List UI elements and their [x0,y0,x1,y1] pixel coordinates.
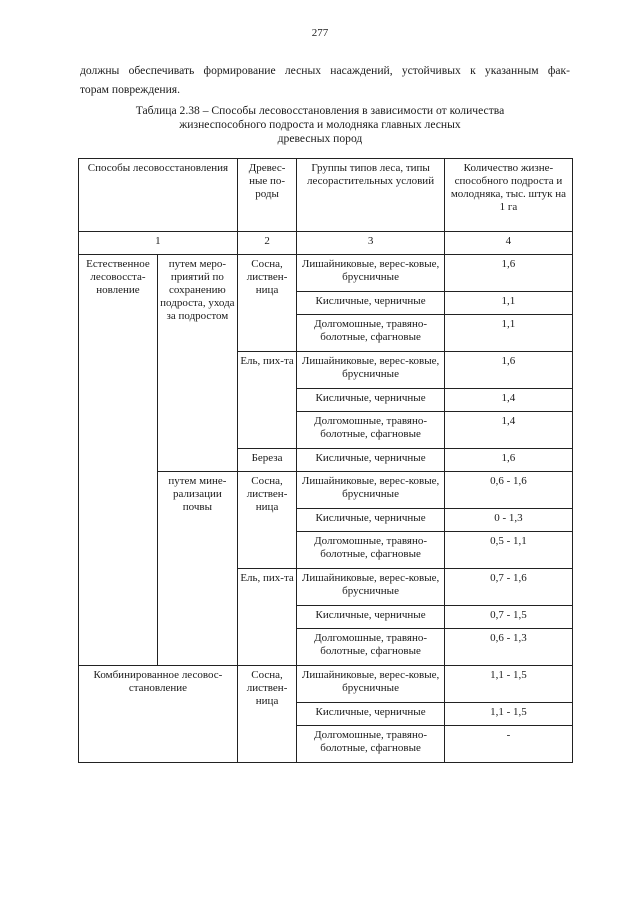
column-number: 1 [79,232,238,255]
quantity-cell: 0 - 1,3 [444,509,572,532]
header-species: Древес-ные по-роды [237,159,296,232]
forest-group-cell: Долгомошные, травяно-болотные, сфагновые [297,532,445,569]
quantity-cell: 1,1 - 1,5 [444,666,572,703]
forest-group-cell: Кисличные, черничные [297,509,445,532]
reforestation-table [78,158,573,763]
quantity-cell: 1,1 - 1,5 [444,703,572,726]
species-cell: Сосна, листвен-ница [237,472,296,569]
forest-group-cell: Лишайниковые, верес-ковые, брусничные [297,472,445,509]
species-cell: Ель, пих-та [237,569,296,666]
caption-line-1: Таблица 2.38 – Способы лесовосстановления в зависимости от количества [135,104,505,117]
forest-group-cell: Лишайниковые, верес-ковые, брусничные [297,666,445,703]
quantity-cell: 1,4 [444,389,572,412]
quantity-cell: 1,6 [444,352,572,389]
forest-group-cell: Лишайниковые, верес-ковые, брусничные [297,569,445,606]
caption-line-2: жизнеспособного подроста и молодняка главных лесных [179,118,461,131]
header-methods: Способы лесовосстановления [79,159,238,232]
caption-line-3: древесных пород [277,132,363,145]
quantity-cell: 0,5 - 1,1 [444,532,572,569]
header-quantity: Количество жизне-способного подроста и молодняка, тыс. штук на 1 га [444,159,572,232]
quantity-cell: 0,6 - 1,3 [444,629,572,666]
method-natural: Естественное лесовосста-новление [79,255,158,666]
intro-text-line-1: должны обеспечивать формирование лесных насаждений, устойчивых к указанным фак- [80,64,570,77]
column-number: 4 [444,232,572,255]
submethod-mineralization: путем мине-рализации почвы [157,472,237,666]
forest-group-cell: Кисличные, черничные [297,389,445,412]
forest-group-cell: Кисличные, черничные [297,606,445,629]
forest-group-cell: Долгомошные, травяно-болотные, сфагновые [297,726,445,763]
species-cell: Ель, пих-та [237,352,296,449]
quantity-cell: 0,7 - 1,6 [444,569,572,606]
forest-group-cell: Долгомошные, травяно-болотные, сфагновые [297,629,445,666]
table-caption [100,104,540,146]
column-number: 2 [237,232,296,255]
forest-group-cell: Кисличные, черничные [297,703,445,726]
intro-text-line-2: торам повреждения. [80,83,181,96]
quantity-cell: 1,1 [444,292,572,315]
forest-group-cell: Лишайниковые, верес-ковые, брусничные [297,255,445,292]
quantity-cell: 1,4 [444,412,572,449]
table-row [79,255,573,292]
forest-group-cell: Долгомошные, травяно-болотные, сфагновые [297,412,445,449]
quantity-cell: 1,1 [444,315,572,352]
column-number-row [79,232,573,255]
species-cell: Береза [237,449,296,472]
quantity-cell: 1,6 [444,449,572,472]
species-cell: Сосна, листвен-ница [237,666,296,763]
species-cell: Сосна, листвен-ница [237,255,296,352]
page-number: 277 [311,27,329,39]
quantity-cell: 0,7 - 1,5 [444,606,572,629]
column-number: 3 [297,232,445,255]
submethod-preservation: путем меро-приятий по сохранению подроста, ухода за подростом [157,255,237,472]
quantity-cell: 0,6 - 1,6 [444,472,572,509]
table-header-row [79,159,573,232]
forest-group-cell: Долгомошные, травяно-болотные, сфагновые [297,315,445,352]
forest-group-cell: Кисличные, черничные [297,292,445,315]
forest-group-cell: Лишайниковые, верес-ковые, брусничные [297,352,445,389]
forest-group-cell: Кисличные, черничные [297,449,445,472]
header-forest-groups: Группы типов леса, типы лесорастительных условий [297,159,445,232]
method-combined: Комбинированное лесовос-становление [79,666,238,763]
table-row [79,666,573,703]
quantity-cell: - [444,726,572,763]
quantity-cell: 1,6 [444,255,572,292]
